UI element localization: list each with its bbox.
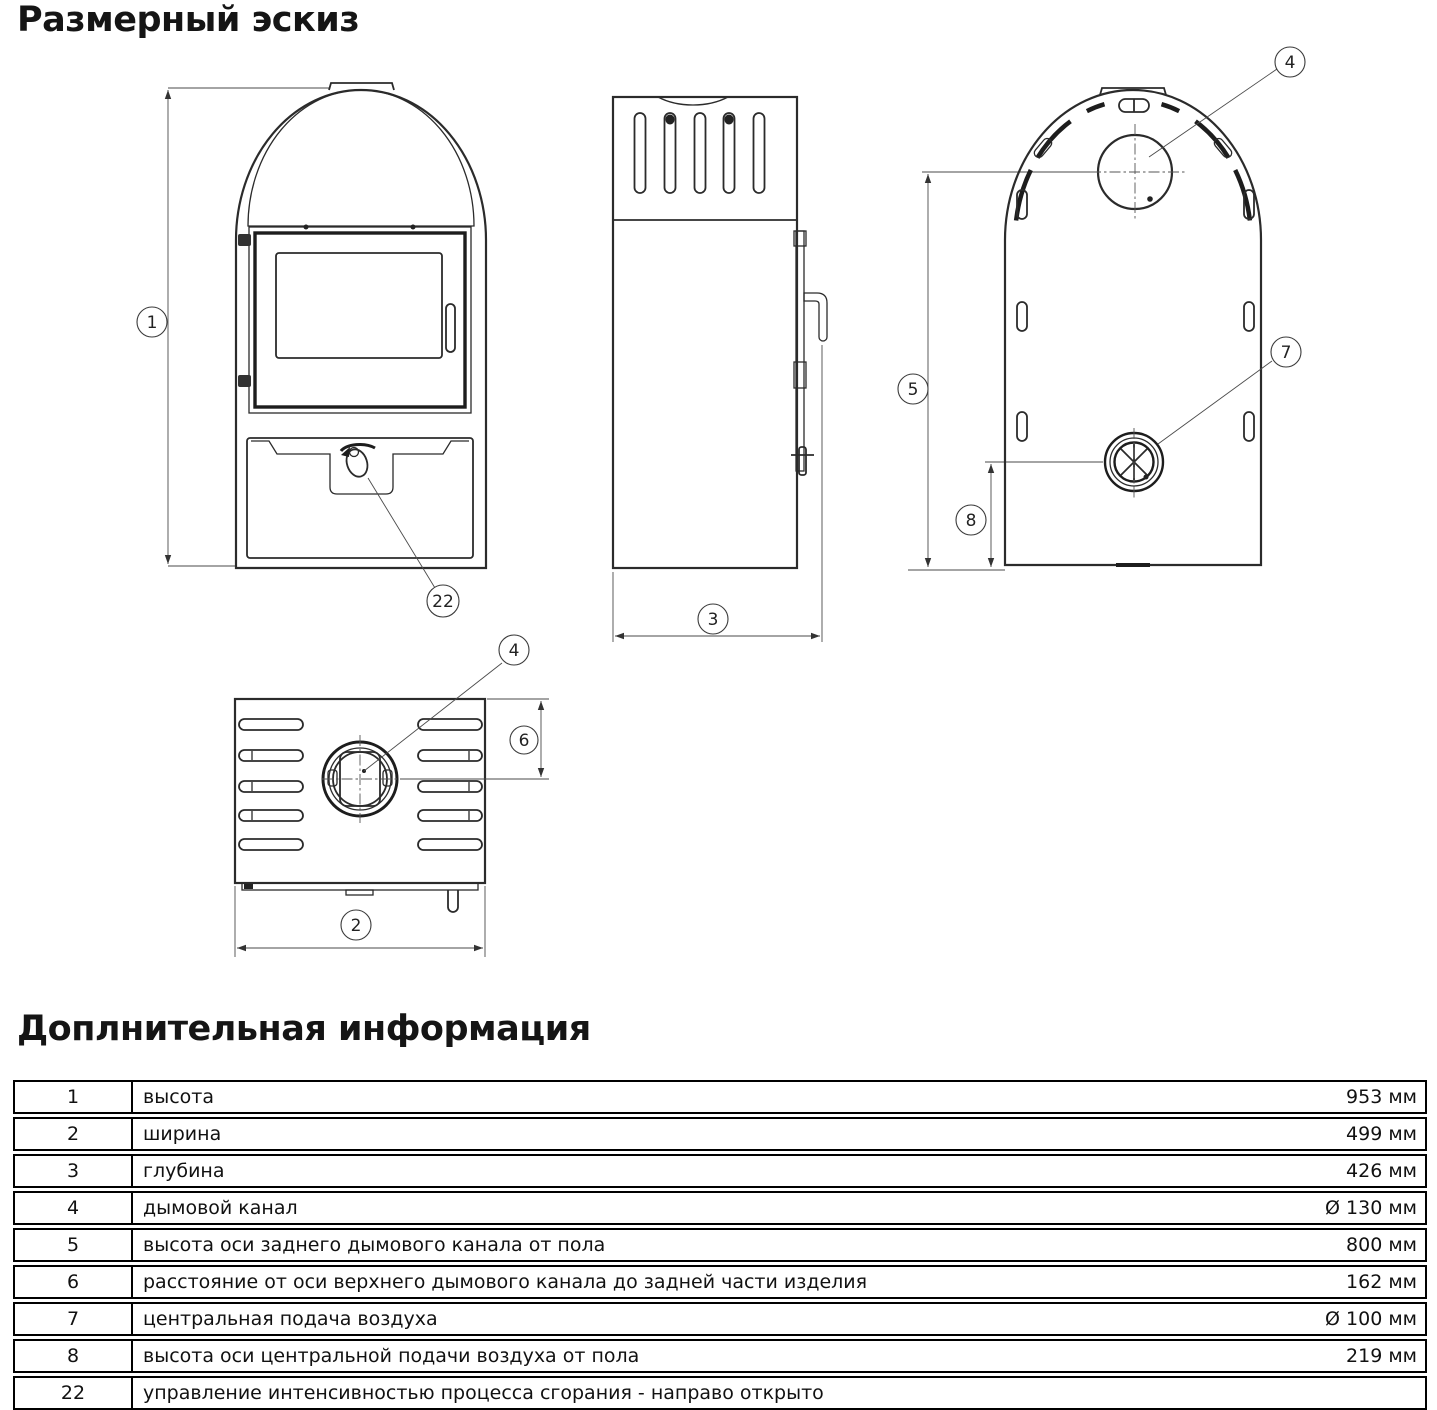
row-number: 7 (15, 1304, 133, 1334)
row-number: 4 (15, 1193, 133, 1223)
row-description: дымовой канал (143, 1197, 298, 1219)
row-value: 499 мм (1346, 1123, 1417, 1145)
row-value: 219 мм (1346, 1345, 1417, 1367)
back-view (908, 69, 1277, 570)
side-slot (1244, 412, 1254, 441)
top-view (235, 663, 549, 957)
table-row (13, 1117, 1427, 1151)
row-number: 3 (15, 1156, 133, 1186)
callout-3-label: 3 (707, 610, 719, 630)
row-description: расстояние от оси верхнего дымового канала до задней части изделия (143, 1271, 868, 1293)
ash-drawer-panel (247, 438, 473, 558)
side-slot (1244, 302, 1254, 331)
base-foot (244, 884, 253, 889)
stove-back-body (1005, 90, 1261, 565)
callout-7-label: 7 (1280, 343, 1292, 363)
row-value: Ø 130 мм (1325, 1197, 1417, 1219)
callout-8-label: 8 (965, 511, 977, 531)
row-value: 426 мм (1346, 1160, 1417, 1182)
hinge-bottom (238, 375, 251, 387)
stove-top-body (235, 699, 485, 883)
callout-22 (427, 585, 459, 617)
row-description: глубина (143, 1160, 225, 1182)
row-description: ширина (143, 1123, 222, 1145)
side-slot (1017, 302, 1027, 331)
door-handle (446, 304, 455, 352)
slot-cap (666, 115, 675, 125)
section-title: Доплнительная информация (17, 1009, 591, 1049)
base-tab (346, 890, 373, 895)
row-number: 5 (15, 1230, 133, 1260)
callout-2-label: 2 (350, 916, 362, 936)
row-number: 8 (15, 1341, 133, 1371)
table-row (13, 1228, 1427, 1262)
row-number: 6 (15, 1267, 133, 1297)
row-description: высота (143, 1086, 214, 1108)
drawer-notch (251, 441, 469, 494)
leader-4-back (1149, 69, 1277, 157)
door-frame (255, 233, 465, 407)
callout-5 (898, 374, 928, 404)
mark-dot (1144, 475, 1149, 480)
arch-vent (1235, 170, 1250, 221)
door-window (276, 253, 442, 358)
arch-vent (1162, 104, 1180, 111)
screw-dot (411, 225, 416, 230)
top-vent-slot (239, 810, 303, 821)
row-value: Ø 100 мм (1325, 1308, 1417, 1330)
inner-arch (248, 90, 474, 226)
vent-slot (724, 113, 735, 193)
side-slot (1017, 412, 1027, 441)
flue-collar-side (658, 97, 728, 105)
vent-slot (665, 113, 676, 193)
row-description: управление интенсивностью процесса сгорания - направо открыто (143, 1382, 824, 1404)
top-vent-slot (239, 781, 303, 792)
top-vent-slot (418, 750, 482, 761)
top-vent-slot (239, 839, 303, 850)
row-description: высота оси центральной подачи воздуха от пола (143, 1345, 640, 1367)
arch-vent (1087, 104, 1105, 111)
hinge-top (238, 234, 251, 246)
door-handle-side (804, 293, 827, 341)
callout-8 (956, 505, 986, 535)
table-row (13, 1339, 1427, 1373)
top-vent-slot (418, 839, 482, 850)
callout-1 (137, 307, 167, 337)
callout-4-top-label: 4 (508, 641, 520, 661)
callout-4-back-label: 4 (1284, 53, 1296, 73)
slot-cap (725, 115, 734, 125)
row-value: 953 мм (1346, 1086, 1417, 1108)
callout-4-back (1275, 47, 1305, 77)
callout-5-label: 5 (907, 380, 919, 400)
drain-pipe (448, 890, 458, 912)
table-row (13, 1080, 1427, 1114)
top-vent-slot (418, 781, 482, 792)
top-vent-slot (239, 719, 303, 730)
callout-22-label: 22 (432, 592, 454, 612)
row-description: центральная подача воздуха (143, 1308, 438, 1330)
row-description: высота оси заднего дымового канала от пола (143, 1234, 606, 1256)
vent-slot (754, 113, 765, 193)
top-vent-slot (418, 719, 482, 730)
mark-dot (1147, 196, 1153, 202)
callout-6 (510, 726, 538, 754)
stove-front-body (236, 90, 486, 568)
arch-vent (1196, 121, 1229, 157)
row-value: 162 мм (1346, 1271, 1417, 1293)
row-number: 2 (15, 1119, 133, 1149)
callout-1-label: 1 (146, 313, 158, 333)
arch-vent (1038, 121, 1071, 157)
callout-3 (698, 604, 728, 634)
row-value: 800 мм (1346, 1234, 1417, 1256)
dimensions-table (13, 1080, 1427, 1410)
row-number: 22 (15, 1378, 133, 1408)
door-frame-outer (249, 227, 471, 413)
row-value (1417, 1378, 1425, 1408)
side-view (613, 97, 827, 642)
screw-dot (304, 225, 309, 230)
table-row (13, 1154, 1427, 1188)
vent-slot (695, 113, 706, 193)
callout-6-label: 6 (518, 731, 530, 751)
table-row (13, 1376, 1427, 1410)
callout-2 (341, 910, 371, 940)
page-title: Размерный эскиз (17, 0, 360, 40)
top-vent-slot (418, 810, 482, 821)
arch-vent (1016, 170, 1031, 221)
callout-4-top (499, 635, 529, 665)
table-row (13, 1265, 1427, 1299)
vent-slot (635, 113, 646, 193)
leader-22 (368, 478, 435, 588)
table-row (13, 1191, 1427, 1225)
callout-7 (1271, 337, 1301, 367)
front-view (168, 83, 486, 588)
table-row (13, 1302, 1427, 1336)
top-vent-slot (239, 750, 303, 761)
row-number: 1 (15, 1082, 133, 1112)
